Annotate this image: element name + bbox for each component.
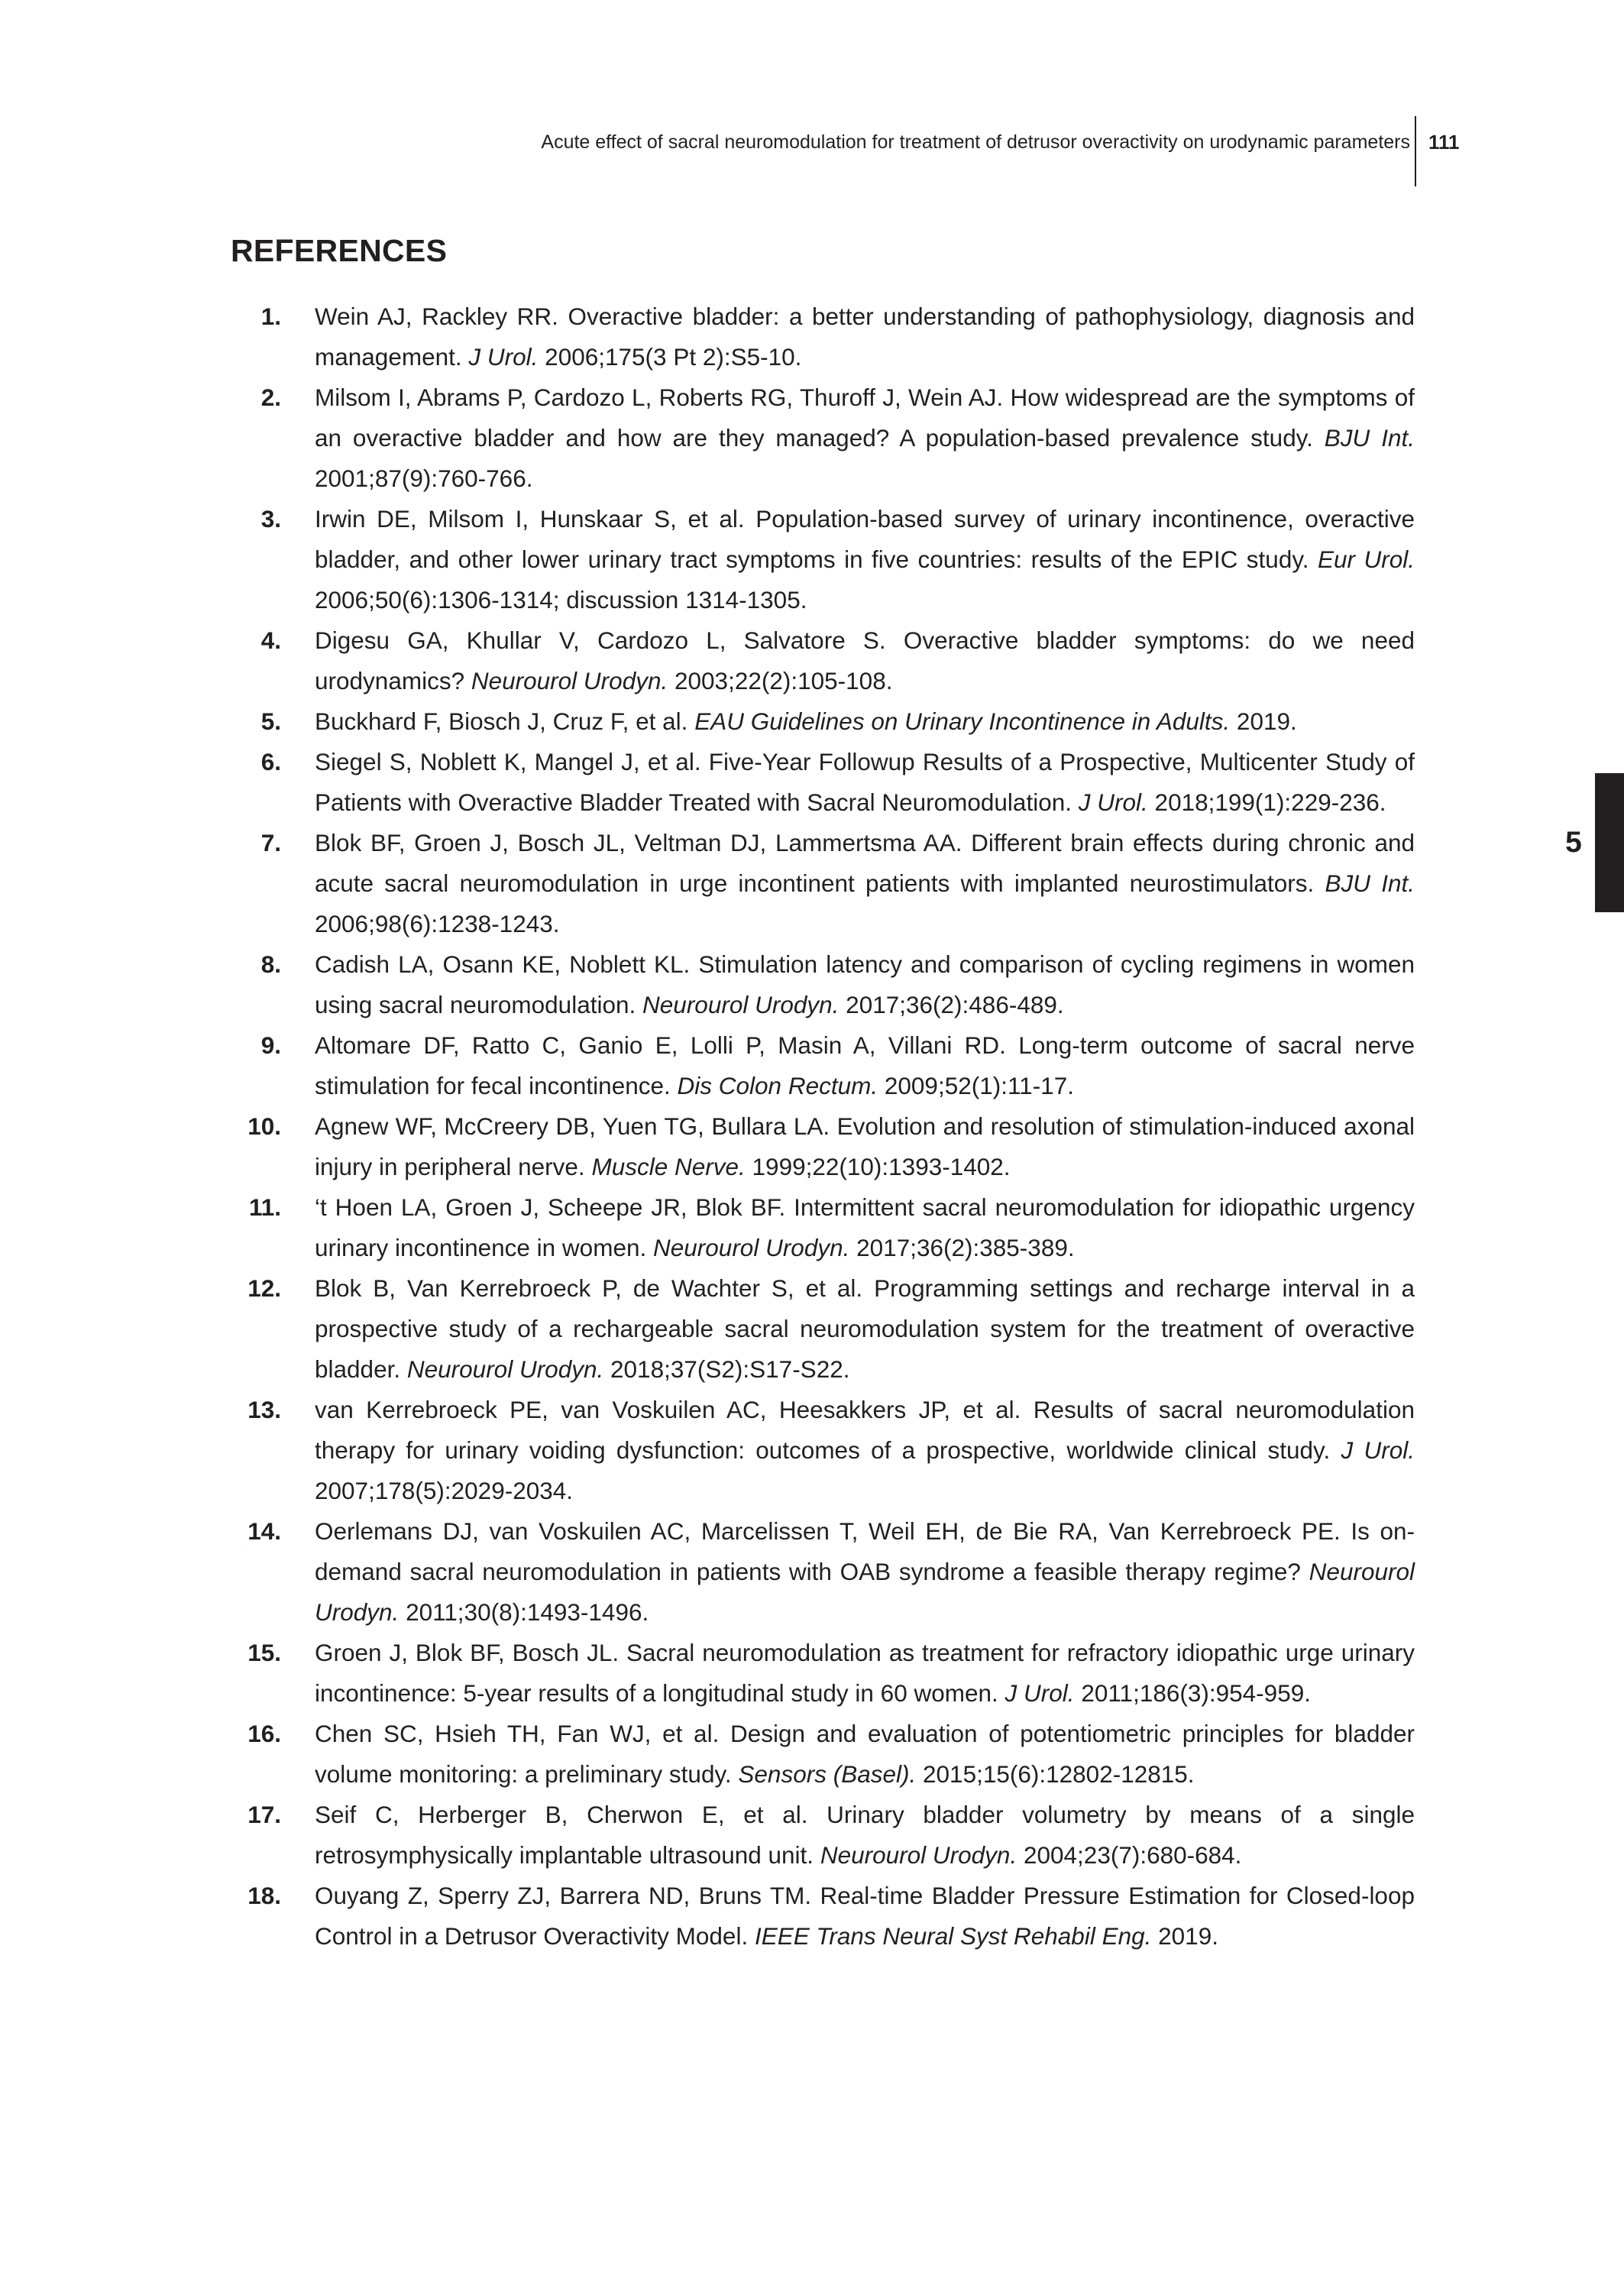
reference-text — [315, 1720, 1415, 1788]
reference-text — [315, 505, 1415, 613]
reference-item — [229, 701, 1415, 742]
reference-citation: Seif C, Herberger B, Cherwon E, et al. Urinary bladder volumetry by means of a single retrosymphysically implantable ultrasound unit. — [315, 1801, 1415, 1869]
reference-item — [229, 944, 1415, 1025]
reference-number: 14. — [247, 1517, 281, 1545]
reference-text — [315, 1274, 1415, 1383]
reference-volume: 2007;178(5):2029-2034. — [315, 1477, 574, 1504]
reference-citation: Buckhard F, Biosch J, Cruz F, et al. — [315, 707, 688, 735]
reference-citation: Milsom I, Abrams P, Cardozo L, Roberts RG, Thuroff J, Wein AJ. How widespread are the symptoms of an overactive bladder and how are they managed? A population-based prevalence study. — [315, 384, 1415, 452]
reference-text — [315, 748, 1415, 816]
reference-citation: Irwin DE, Milsom I, Hunskaar S, et al. Population-based survey of urinary incontinence, overactive bladder, and other lower urinary tract symptoms in five countries: results of the EPIC study. — [315, 505, 1415, 573]
reference-volume: 2003;22(2):105-108. — [675, 667, 893, 694]
reference-item — [229, 1511, 1415, 1633]
reference-number: 18. — [247, 1882, 281, 1909]
reference-volume: 2015;15(6):12802-12815. — [923, 1760, 1195, 1788]
reference-journal: Neurourol Urodyn. — [471, 667, 668, 694]
reference-volume: 1999;22(10):1393-1402. — [752, 1153, 1011, 1180]
reference-journal: BJU Int. — [1325, 869, 1415, 897]
reference-journal: J Urol. — [1078, 788, 1148, 816]
reference-volume: 2019. — [1158, 1922, 1218, 1950]
reference-citation: Blok BF, Groen J, Bosch JL, Veltman DJ, Lammertsma AA. Different brain effects during chronic and acute sacral neuromodulation in urge incontinent patients with implanted neurostimulators. — [315, 829, 1415, 897]
reference-journal: Neurourol Urodyn. — [642, 991, 839, 1018]
reference-journal: Neurourol Urodyn. — [653, 1234, 850, 1261]
reference-citation: Chen SC, Hsieh TH, Fan WJ, et al. Design and evaluation of potentiometric principles for bladder volume monitoring: a preliminary study. — [315, 1720, 1415, 1788]
reference-text — [315, 1517, 1415, 1626]
reference-number: 7. — [260, 829, 281, 856]
reference-item — [229, 377, 1415, 499]
reference-item — [229, 296, 1415, 377]
reference-journal: Neurourol Urodyn. — [315, 1558, 1415, 1626]
reference-item — [229, 1714, 1415, 1795]
reference-item — [229, 499, 1415, 620]
reference-number: 5. — [260, 707, 281, 735]
reference-volume: 2001;87(9):760-766. — [315, 465, 533, 492]
chapter-number: 5 — [1565, 826, 1582, 859]
reference-text — [315, 1639, 1415, 1707]
reference-journal: Muscle Nerve. — [591, 1153, 746, 1180]
reference-item — [229, 1876, 1415, 1957]
reference-citation: Groen J, Blok BF, Bosch JL. Sacral neuromodulation as treatment for refractory idiopathic urge urinary incontinence: 5-year results of a longitudinal study in 60 women. — [315, 1639, 1415, 1707]
reference-journal: IEEE Trans Neural Syst Rehabil Eng. — [754, 1922, 1152, 1950]
reference-item — [229, 620, 1415, 701]
reference-text — [315, 950, 1415, 1018]
reference-journal: EAU Guidelines on Urinary Incontinence in Adults. — [694, 707, 1231, 735]
reference-item — [229, 1025, 1415, 1106]
reference-item — [229, 1268, 1415, 1390]
reference-citation: Ouyang Z, Sperry ZJ, Barrera ND, Bruns TM. Real-time Bladder Pressure Estimation for Closed-loop Control in a Detrusor Overactivity Model. — [315, 1882, 1415, 1950]
page-number: 111 — [1428, 131, 1460, 154]
reference-text — [315, 1193, 1415, 1261]
section-heading: REFERENCES — [231, 233, 448, 268]
reference-volume: 2009;52(1):11-17. — [884, 1072, 1074, 1099]
reference-volume: 2006;50(6):1306-1314; discussion 1314-1305. — [315, 586, 807, 613]
reference-citation: Blok B, Van Kerrebroeck P, de Wachter S, et al. Programming settings and recharge interval in a prospective study of a rechargeable sacral neuromodulation system for the treatment of overactive bladder. — [315, 1274, 1415, 1383]
reference-item — [229, 1633, 1415, 1714]
reference-citation: Digesu GA, Khullar V, Cardozo L, Salvatore S. Overactive bladder symptoms: do we need urodynamics? — [315, 626, 1415, 694]
reference-item — [229, 823, 1415, 944]
reference-list — [229, 296, 1415, 1957]
reference-number: 17. — [247, 1801, 281, 1828]
reference-number: 13. — [247, 1396, 281, 1423]
reference-number: 3. — [260, 505, 281, 533]
reference-number: 8. — [260, 950, 281, 978]
running-header-title: Acute effect of sacral neuromodulation for treatment of detrusor overactivity on urodynamic parameters — [541, 131, 1410, 153]
reference-citation: Agnew WF, McCreery DB, Yuen TG, Bullara LA. Evolution and resolution of stimulation-induced axonal injury in peripheral nerve. — [315, 1112, 1415, 1180]
reference-volume: 2011;186(3):954-959. — [1081, 1679, 1311, 1707]
reference-journal: BJU Int. — [1324, 424, 1415, 452]
reference-citation: van Kerrebroeck PE, van Voskuilen AC, Heesakkers JP, et al. Results of sacral neuromodulation therapy for urinary voiding dysfunction: outcomes of a prospective, worldwide clinical study. — [315, 1396, 1415, 1464]
reference-citation: Oerlemans DJ, van Voskuilen AC, Marcelissen T, Weil EH, de Bie RA, Van Kerrebroeck PE. Is on-demand sacral neuromodulation in patients with OAB syndrome a feasible therapy regime? — [315, 1517, 1415, 1585]
reference-number: 2. — [260, 384, 281, 411]
reference-journal: Dis Colon Rectum. — [677, 1072, 878, 1099]
reference-volume: 2018;199(1):229-236. — [1154, 788, 1386, 816]
reference-text — [315, 384, 1415, 492]
reference-text — [315, 626, 1415, 694]
chapter-tab-marker — [1595, 773, 1624, 912]
reference-text — [315, 303, 1415, 371]
reference-volume: 2017;36(2):486-489. — [846, 991, 1064, 1018]
reference-citation: ‘t Hoen LA, Groen J, Scheepe JR, Blok BF. Intermittent sacral neuromodulation for idiopathic urgency urinary incontinence in women. — [315, 1193, 1415, 1261]
reference-item — [229, 1795, 1415, 1876]
reference-item — [229, 1390, 1415, 1511]
reference-volume: 2006;175(3 Pt 2):S5-10. — [545, 343, 802, 371]
reference-volume: 2011;30(8):1493-1496. — [406, 1598, 649, 1626]
reference-journal: J Urol. — [468, 343, 539, 371]
reference-volume: 2004;23(7):680-684. — [1023, 1841, 1242, 1869]
reference-citation: Altomare DF, Ratto C, Ganio E, Lolli P, Masin A, Villani RD. Long-term outcome of sacral nerve stimulation for fecal incontinence. — [315, 1031, 1415, 1099]
reference-text — [315, 1882, 1415, 1950]
reference-number: 15. — [247, 1639, 281, 1666]
reference-journal: Sensors (Basel). — [738, 1760, 917, 1788]
reference-number: 12. — [247, 1274, 281, 1302]
reference-volume: 2017;36(2):385-389. — [856, 1234, 1075, 1261]
reference-number: 9. — [260, 1031, 281, 1059]
reference-text — [315, 829, 1415, 937]
header-divider — [1415, 116, 1416, 186]
reference-citation: Cadish LA, Osann KE, Noblett KL. Stimulation latency and comparison of cycling regimens in women using sacral neuromodulation. — [315, 950, 1415, 1018]
reference-number: 6. — [260, 748, 281, 775]
reference-volume: 2018;37(S2):S17-S22. — [610, 1355, 850, 1383]
reference-journal: Neurourol Urodyn. — [406, 1355, 604, 1383]
reference-journal: J Urol. — [1341, 1436, 1415, 1464]
reference-text — [315, 1801, 1415, 1869]
reference-number: 11. — [248, 1193, 281, 1221]
reference-number: 4. — [260, 626, 281, 654]
reference-citation: Wein AJ, Rackley RR. Overactive bladder: a better understanding of pathophysiology, diagnosis and management. — [315, 303, 1415, 371]
reference-item — [229, 742, 1415, 823]
reference-item — [229, 1106, 1415, 1187]
reference-number: 16. — [247, 1720, 281, 1747]
reference-item — [229, 1187, 1415, 1268]
reference-citation: Siegel S, Noblett K, Mangel J, et al. Five-Year Followup Results of a Prospective, Multicenter Study of Patients with Overactive Bladder Treated with Sacral Neuromodulation. — [315, 748, 1415, 816]
reference-journal: Neurourol Urodyn. — [820, 1841, 1017, 1869]
reference-volume: 2006;98(6):1238-1243. — [315, 910, 560, 937]
reference-text — [315, 707, 1297, 735]
reference-text — [315, 1112, 1415, 1180]
reference-number: 1. — [260, 303, 281, 330]
reference-journal: Eur Urol. — [1317, 545, 1415, 573]
reference-text — [315, 1396, 1415, 1504]
reference-volume: 2019. — [1236, 707, 1297, 735]
reference-text — [315, 1031, 1415, 1099]
reference-number: 10. — [247, 1112, 281, 1140]
reference-journal: J Urol. — [1004, 1679, 1075, 1707]
